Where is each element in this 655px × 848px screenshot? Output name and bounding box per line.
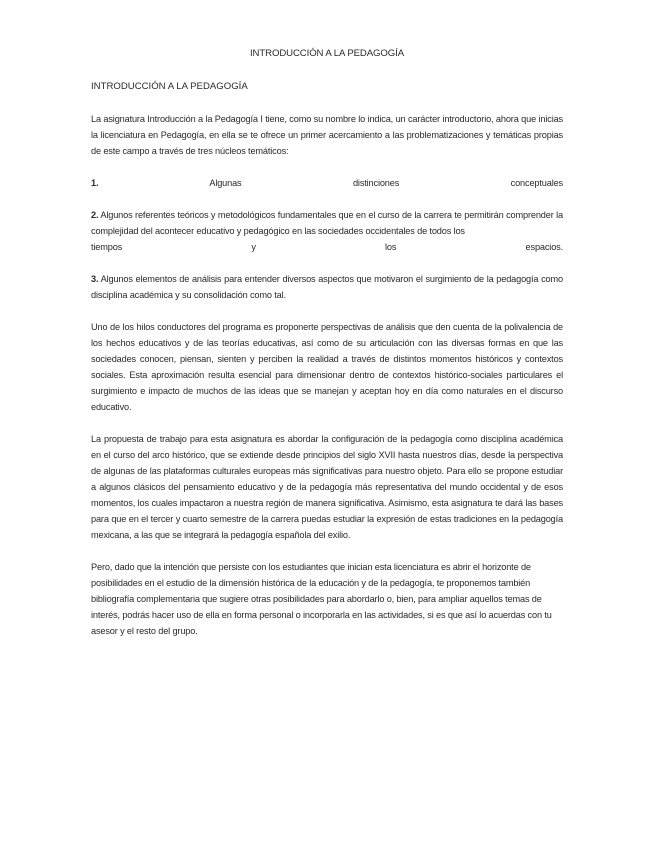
body-paragraph-3: Pero, dado que la intención que persiste con los estudiantes que inician esta licenciatura es abrir el horizonte de posibilidades en el estudio de la dimensión histórica de la educación y de la pedagogía, te proponemos también bibliografía complementaria que sugiere otras posibilidades para abordarlo o, bien, para ampliar aquellos temas de interés, podrás hacer uso de ella en forma personal o incorporarla en las actividades, si es que así lo acuerdas con tu asesor y el resto del grupo. [91,562,552,636]
list-item-number: 3. [91,274,99,284]
list-item-2 [91,207,563,255]
list-item-continuation: tiempos y los espacios. [91,242,563,252]
list-item-text: Algunos elementos de análisis para entender diversos aspectos que motivaron el surgimiento de la pedagogía como disciplina académica y su consolidación como tal. [91,274,563,300]
intro-paragraph: La asignatura Introducción a la Pedagogía I tiene, como su nombre lo indica, un carácter introductorio, ahora que inicias la licenciatura en Pedagogía, en ella se te ofrece un primer acercamiento a las problematizaciones y temáticas propias de este campo a través de tres núcleos temáticos: [91,114,563,156]
list-item-number: 1. [91,178,99,188]
body-paragraph-1: Uno de los hilos conductores del programa es proponerte perspectivas de análisis que den cuenta de la polivalencia de los hechos educativos y de las teorías educativas, así como de su articulación con las diversas formas en que las sociedades conocen, piensan, sienten y perciben la realidad a través de distintos momentos históricos y contextos sociales. Esta aproximación resulta esencial para dimensionar dentro de contextos histórico-sociales particulares el surgimiento e impacto de muchos de las ideas que se manejan y aceptan hoy en día como naturales en el discurso educativo. [91,322,563,412]
list-item-text: Algunas distinciones conceptuales [209,178,563,188]
section-title: INTRODUCCIÓN A LA PEDAGOGÍA [91,81,248,92]
document-page [91,48,563,655]
list-item-3 [91,271,563,303]
body-paragraph-2: La propuesta de trabajo para esta asignatura es abordar la configuración de la pedagogía como disciplina académica en el curso del arco histórico, que se extiende desde principios del siglo XVII hasta nuestros días, desde la perspectiva de algunas de las plataformas culturales europeas más significativas para nuestro objeto. Para ello se propone estudiar a algunos clásicos del pensamiento educativo y de la pedagogía más representativa del mundo occidental y de esos momentos, los cuales impactaron a nuestra región de manera significativa. Asimismo, esta asignatura te dará las bases para que en el tercer y cuarto semestre de la carrera puedas estudiar la expresión de estas tradiciones en la pedagogía mexicana, a las que se integrará la pedagogía española del exilio. [91,434,563,540]
document-header-title: INTRODUCCIÓN A LA PEDAGOGÍA [249,48,405,59]
list-item-1 [91,175,563,191]
list-item-number: 2. [91,210,99,220]
list-item-text: Algunos referentes teóricos y metodológicos fundamentales que en el curso de la carrera te permitirán comprender la complejidad del acontecer educativo y pedagógico en las sociedades occidentales de todos los [91,210,563,236]
